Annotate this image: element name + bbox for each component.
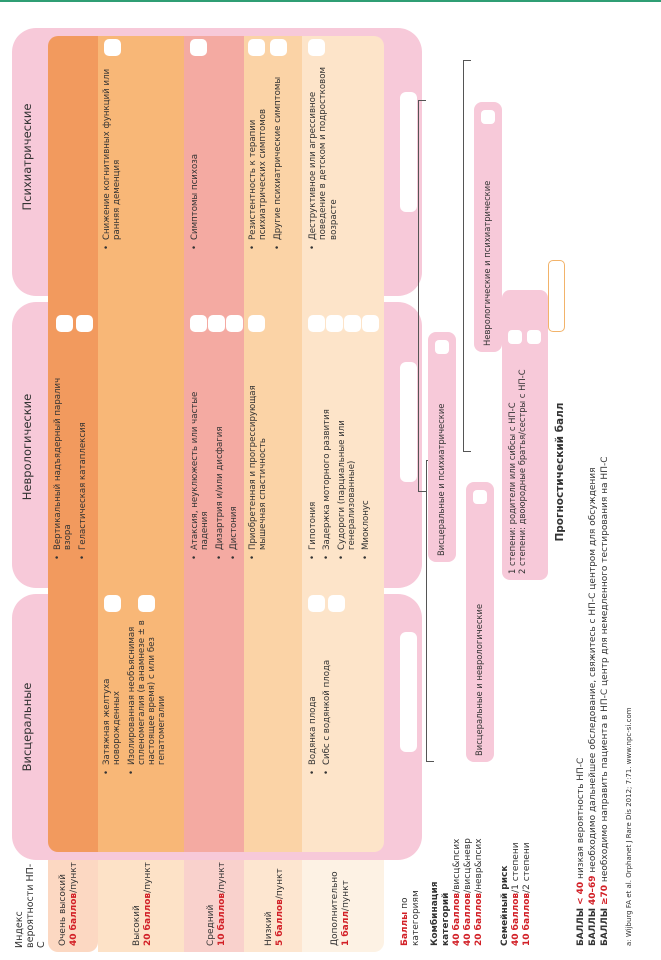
total-visceral-box[interactable] [400, 632, 417, 752]
checkbox-square[interactable] [190, 315, 207, 332]
row-additional-points: 1 балл [341, 911, 351, 946]
list-item: • Сибс с водянкой плода [322, 605, 332, 765]
prognostic-score-box[interactable] [548, 260, 565, 332]
threshold-text-1: низкая вероятность НП-С [576, 757, 586, 879]
family-box-line2: 2 степени: двоюродные братья/сестры с НП-С [517, 369, 527, 574]
additional-psych-list [308, 60, 343, 252]
row-medium-points: 10 баллов [217, 892, 227, 946]
combo-box-neuro-psych-text: Неврологические и психиатрические [482, 180, 492, 346]
combo-box-visc-psych [428, 332, 456, 562]
total-neuro-box[interactable] [400, 362, 417, 482]
header-psych: Психиатрические [20, 103, 34, 211]
row-label-medium-text: Средний [206, 904, 216, 946]
row-label-high-text: Высокий [132, 905, 142, 946]
row-label-very-high [58, 862, 80, 946]
checkbox-square[interactable] [248, 39, 265, 56]
row-high-unit: /пункт [143, 862, 153, 893]
family-box-line1: 1 степени: родители или сибсы с НП-С [507, 402, 517, 574]
checkbox-square[interactable] [435, 340, 449, 354]
family-risk-box [502, 290, 548, 580]
row-label-medium [206, 862, 228, 946]
family-1-rest: /1 степени [511, 842, 521, 893]
combo-box-visc-neuro-text: Висцеральные и неврологические [474, 603, 484, 756]
row-label-high [132, 862, 154, 946]
list-item: • Дистония [229, 370, 239, 550]
row-low-points: 5 баллов [275, 899, 285, 946]
threshold-label-3: БАЛЛЫ [600, 907, 610, 946]
combo-1-points: 40 баллов [452, 892, 462, 946]
top-accent-line [0, 0, 661, 2]
list-item: • Снижение когнитивных функций или ранняя деменция [102, 60, 123, 240]
combo-2-points: 40 баллов [463, 892, 473, 946]
low-psych-list [248, 60, 287, 252]
checkbox-square[interactable] [270, 39, 287, 56]
family-title: Семейный риск [500, 865, 510, 946]
threshold-label-1: БАЛЛЫ [576, 907, 586, 946]
points-by-category-rest: по категориям [400, 890, 421, 946]
checkbox-square[interactable] [344, 315, 361, 332]
list-item: • Судороги (парциальные или генерализованные) [337, 370, 358, 550]
combo-3-rest: /невр&псих [474, 838, 484, 893]
index-title [14, 858, 47, 948]
checkbox-square[interactable] [328, 595, 345, 612]
row-label-low [264, 862, 286, 946]
checkbox-square[interactable] [508, 330, 522, 344]
list-item: • Затяжная желтуха новорожденных [102, 605, 123, 765]
checkbox-square[interactable] [76, 315, 93, 332]
list-item: • Другие психиатрические симптомы [273, 60, 283, 240]
row-label-low-text: Низкий [264, 911, 274, 946]
combo-label [430, 836, 485, 946]
family-2-rest: /2 степени [522, 842, 532, 893]
list-item: • Гипотония [308, 370, 318, 550]
checkbox-square[interactable] [104, 595, 121, 612]
header-visceral: Висцеральные [20, 682, 34, 772]
row-medium-unit: /пункт [217, 862, 227, 893]
threshold-row-1 [576, 758, 587, 946]
checkbox-square[interactable] [326, 315, 343, 332]
medium-psych-list [190, 60, 204, 252]
prognostic-title: Прогностический балл [554, 402, 566, 542]
threshold-value-3: ≥70 [600, 884, 610, 906]
index-title-line1: Индекс [14, 911, 25, 948]
index-title-line2: вероятности НП-С [25, 863, 47, 948]
checkbox-square[interactable] [248, 315, 265, 332]
list-item: • Атаксия, неуклюжесть или частые падения [190, 370, 211, 550]
family-label [500, 836, 533, 946]
checkbox-square[interactable] [481, 110, 495, 124]
points-by-category-label [400, 856, 422, 946]
combo-1-rest: /висц&псих [452, 838, 462, 893]
list-item: • Приобретенная и прогрессирующая мышечная спастичность [248, 370, 269, 550]
threshold-text-2: необходимо дальнейшее обследование, свяжитесь с НП-С центром для обсуждения [588, 467, 598, 873]
additional-visceral-list [308, 605, 337, 777]
list-item: • Водянка плода [308, 605, 318, 765]
threshold-text-3: необходимо направить пациента в НП-С центр для немедленного тестирования на НП-С [600, 456, 610, 883]
additional-neuro-list [308, 370, 375, 562]
combo-box-neuro-psych [474, 102, 502, 352]
list-item: • Задержка моторного развития [322, 370, 332, 550]
threshold-row-3 [600, 457, 611, 947]
footnote: а: Wijburg FA et al. Orphanet J Rare Dis 2012; 7:71. www.npc-si.com [625, 707, 633, 946]
threshold-value-1: < 40 [576, 881, 586, 906]
row-additional-unit: /пункт [341, 880, 351, 912]
rotated-score-table [8, 22, 648, 952]
bracket-visceral-psych [418, 100, 426, 492]
very-high-neuro-list [53, 370, 92, 562]
list-item: • Симптомы психоза [190, 60, 200, 240]
checkbox-square[interactable] [56, 315, 73, 332]
checkbox-square[interactable] [226, 315, 243, 332]
list-item: • Деструктивное или агрессивное поведение в детском и подростковом возрасте [308, 60, 339, 240]
points-by-category-word: Баллы [400, 911, 410, 946]
combo-box-visc-psych-text: Висцеральные и психиатрические [436, 403, 446, 556]
family-2-points: 10 баллов [522, 892, 532, 946]
list-item: • Вертикальный надъядерный паралич взора [53, 370, 74, 550]
high-psych-list [102, 60, 127, 252]
combo-2-rest: /висц&невр [463, 838, 473, 893]
row-very-high-points: 40 баллов [69, 892, 79, 946]
list-item: • Геластическая катаплексия [78, 370, 88, 550]
combo-box-visc-neuro [466, 482, 494, 762]
checkbox-square[interactable] [104, 39, 121, 56]
family-1-points: 40 баллов [511, 892, 521, 946]
row-label-very-high-text: Очень высокий [58, 874, 68, 946]
checkbox-square[interactable] [473, 490, 487, 504]
checkbox-square[interactable] [308, 39, 325, 56]
row-very-high-unit: /пункт [69, 862, 79, 893]
list-item: • Изолированная необъяснимая спленомегалия (в анамнезе ± в настоящее время) с или без гепатомегалии [127, 605, 168, 765]
total-psych-box[interactable] [400, 92, 417, 212]
checkbox-square[interactable] [308, 595, 325, 612]
combo-title: Комбинация категорий [430, 881, 451, 946]
checkbox-square[interactable] [362, 315, 379, 332]
threshold-value-2: 40–69 [588, 875, 598, 906]
checkbox-square[interactable] [208, 315, 225, 332]
bracket-neuro-psych [463, 60, 471, 452]
row-label-additional [330, 862, 352, 946]
threshold-row-2 [588, 467, 599, 946]
row-low-unit: /пункт [275, 868, 285, 900]
checkbox-square[interactable] [138, 595, 155, 612]
checkbox-square[interactable] [190, 39, 207, 56]
row-high-points: 20 баллов [143, 892, 153, 946]
row-label-additional-text: Дополнительно [330, 871, 340, 946]
list-item: • Резистентность к терапии психиатрических симптомов [248, 60, 269, 240]
high-visceral-list [102, 605, 172, 777]
threshold-label-2: БАЛЛЫ [588, 907, 598, 946]
low-neuro-list [248, 370, 273, 562]
combo-3-points: 20 баллов [474, 892, 484, 946]
checkbox-square[interactable] [527, 330, 541, 344]
checkbox-square[interactable] [308, 315, 325, 332]
list-item: • Миоклонус [361, 370, 371, 550]
list-item: • Дизартрия и/или дисфагия [215, 370, 225, 550]
medium-neuro-list [190, 370, 243, 562]
header-neuro: Неврологические [20, 393, 34, 501]
